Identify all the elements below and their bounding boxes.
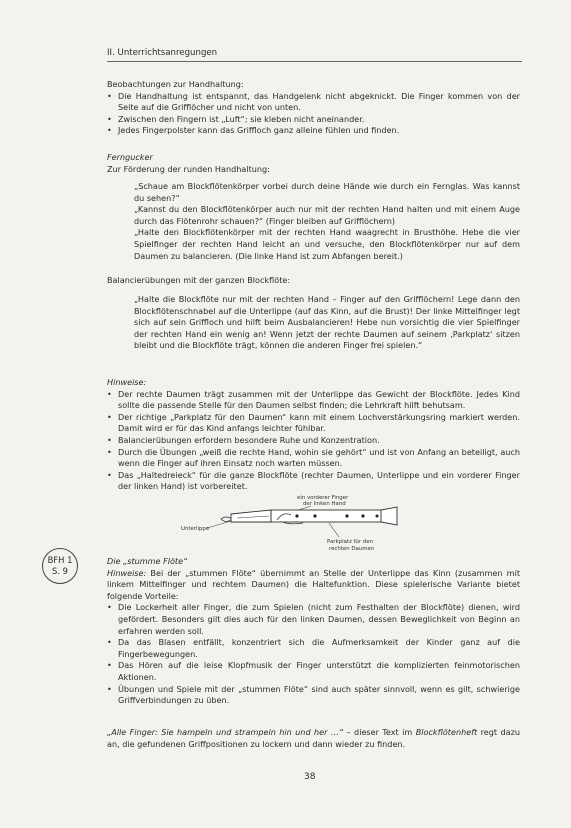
stumme-floete-section <box>107 556 520 707</box>
park-label-line1: Parkplatz für den <box>327 539 373 545</box>
song-title: „Alle Finger: Sie hampeln und strampeln hin und her …“ <box>107 727 344 737</box>
section-title: Hinweise: <box>107 377 147 387</box>
list-item: • Durch die Übungen „weiß die rechte Hand, wohin sie gehört“ und ist von Anfang an beteiligt, auch wenn die Finger auf ihren Einsatz noch warten müssen. <box>107 447 520 470</box>
closing-paragraph <box>107 727 520 750</box>
balance-quote <box>134 294 520 352</box>
page-number: 38 <box>304 772 316 782</box>
list-item: • Das Hören auf die leise Klopfmusik der Finger unterstützt die komplizierten feinmotorischen Aktionen. <box>107 660 520 683</box>
section-heading: Beobachtungen zur Handhaltung: <box>107 79 244 89</box>
finger-hole <box>313 514 316 517</box>
book-title: Blockflötenheft <box>415 727 478 737</box>
quote: „Schaue am Blockflötenkörper vorbei durch deine Hände wie durch ein Fernglas. Was kannst du sehen?“ <box>134 181 520 203</box>
hinweis-text: Bei der „stummen Flöte“ übernimmt an Stelle der Unterlippe das Kinn (zusammen mit linkem Mittelfinger und rechtem Daumen) die Haltefunktion. Diese spielerische Variante bietet folgende Vorteile: <box>107 567 520 601</box>
finger-hole <box>295 514 298 517</box>
finger-label-line2: der linken Hand <box>303 501 346 507</box>
quote: „Halte den Blockflötenkörper mit der rechten Hand waagrecht in Brusthöhe. Hebe die vier Spielfinger der rechten Hand leicht an und versuche, den Blockflötenkörper nur auf dem Daumen zu balancieren. (Die linke Hand ist zum Abfangen bereit.) <box>134 227 520 261</box>
park-label-line2: rechten Daumen <box>329 546 375 552</box>
lip-pointer-line <box>207 521 231 528</box>
list-item: • Übungen und Spiele mit der „stummen Flöte“ sind auch später sinnvoll, wenn es gilt, schwierige Griffverbindungen zu üben. <box>107 684 520 707</box>
list-item: • Balancierübungen erfordern besondere Ruhe und Konzentration. <box>107 435 520 447</box>
hand-observations-section <box>107 79 520 137</box>
ferngucker-section <box>107 152 520 175</box>
hinweis-label: Hinweise: <box>107 567 147 578</box>
list-item: • Die Lockerheit aller Finger, die zum Spielen (nicht zum Festhalten der Blockflöte) dienen, wird gefördert. Besonders gilt dies auch für den linken Daumen, dessen Beweglichkeit von Beginn an erfahren werden soll. <box>107 602 520 637</box>
section-heading: Balancierübungen mit der ganzen Blockflöte: <box>107 275 291 285</box>
lip-label: Unterlippe <box>181 526 210 532</box>
quote: „Kannst du den Blockflötenkörper auch nur mit der rechten Hand halten und mit einem Auge durch das Flötenrohr schauen?“ (Finger bleiben auf Grifflöchern) <box>134 204 520 226</box>
badge-line1: BFH 1 <box>47 555 73 565</box>
finger-hole <box>345 514 348 517</box>
closing-text-rest: regt dazu an, die gefundenen Griffpositionen zu lockern und dann wieder zu finden. <box>107 727 520 749</box>
lip-shape <box>221 517 232 522</box>
hinweis-paragraph <box>107 568 520 603</box>
finger-hole <box>376 515 379 518</box>
closing-text: – dieser Text im <box>343 727 416 737</box>
finger-label-line1: ein vorderer Finger <box>297 495 349 501</box>
reference-badge <box>42 548 78 584</box>
list-item: • Die Handhaltung ist entspannt, das Handgelenk nicht abgeknickt. Die Finger kommen von der Seite auf die Grifflöcher und nicht von unten. <box>107 91 520 114</box>
badge-line2: S. 9 <box>52 566 68 576</box>
finger-hole <box>361 514 364 517</box>
recorder-illustration <box>179 493 419 553</box>
quote: „Halte die Blockflöte nur mit der rechten Hand – Finger auf den Grifflöchern! Lege dann den Blockflötenschnabel auf die Unterlippe (auf das Kinn, auf die Brust)! Der linke Mittelfinger legt sich auf sein Griffloch und hilft beim Ausbalancieren! Hebe nun vorsichtig die vier Spielfinger der rechten Hand ein wenig an! Wenn jetzt der rechte Daumen auf seinem ‚Parkplatz‘ sitzen bleibt und die Blockflöte trägt, können die anderen Finger frei spielen.“ <box>134 294 520 351</box>
section-title: Ferngucker <box>107 152 153 162</box>
list-item: • Da das Blasen entfällt, konzentriert sich die Aufmerksamkeit der Kinder ganz auf die Fingerbewegungen. <box>107 637 520 660</box>
recorder-foot <box>381 507 397 525</box>
park-pointer-line <box>329 523 339 537</box>
chapter-header: II. Unterrichtsanregungen <box>107 48 522 62</box>
ferngucker-quotes <box>134 181 520 262</box>
list-item: • Zwischen den Fingern ist „Luft“; sie kleben nicht aneinander. <box>107 114 520 126</box>
list-item: • Der rechte Daumen trägt zusammen mit der Unterlippe das Gewicht der Blockflöte. Jedes Kind sollte die passende Stelle für den Daumen selbst finden; die Lehrkraft hilft behutsam. <box>107 389 520 412</box>
section-subtitle: Zur Förderung der runden Handhaltung: <box>107 163 270 174</box>
list-item: • Das „Haltedreieck“ für die ganze Blockflöte (rechter Daumen, Unterlippe und ein vorderer Finger der linken Hand) ist vorbereitet. <box>107 470 520 493</box>
list-item: • Jedes Fingerpolster kann das Griffloch ganz alleine fühlen und finden. <box>107 125 520 137</box>
balance-heading-block <box>107 275 520 287</box>
hinweise-section <box>107 377 520 493</box>
section-title: Die „stumme Flöte“ <box>107 556 188 566</box>
list-item: • Der richtige „Parkplatz für den Daumen“ kann mit einem Lochverstärkungsring markiert werden. Damit wird er für das Kind anfangs leichter fühlbar. <box>107 412 520 435</box>
